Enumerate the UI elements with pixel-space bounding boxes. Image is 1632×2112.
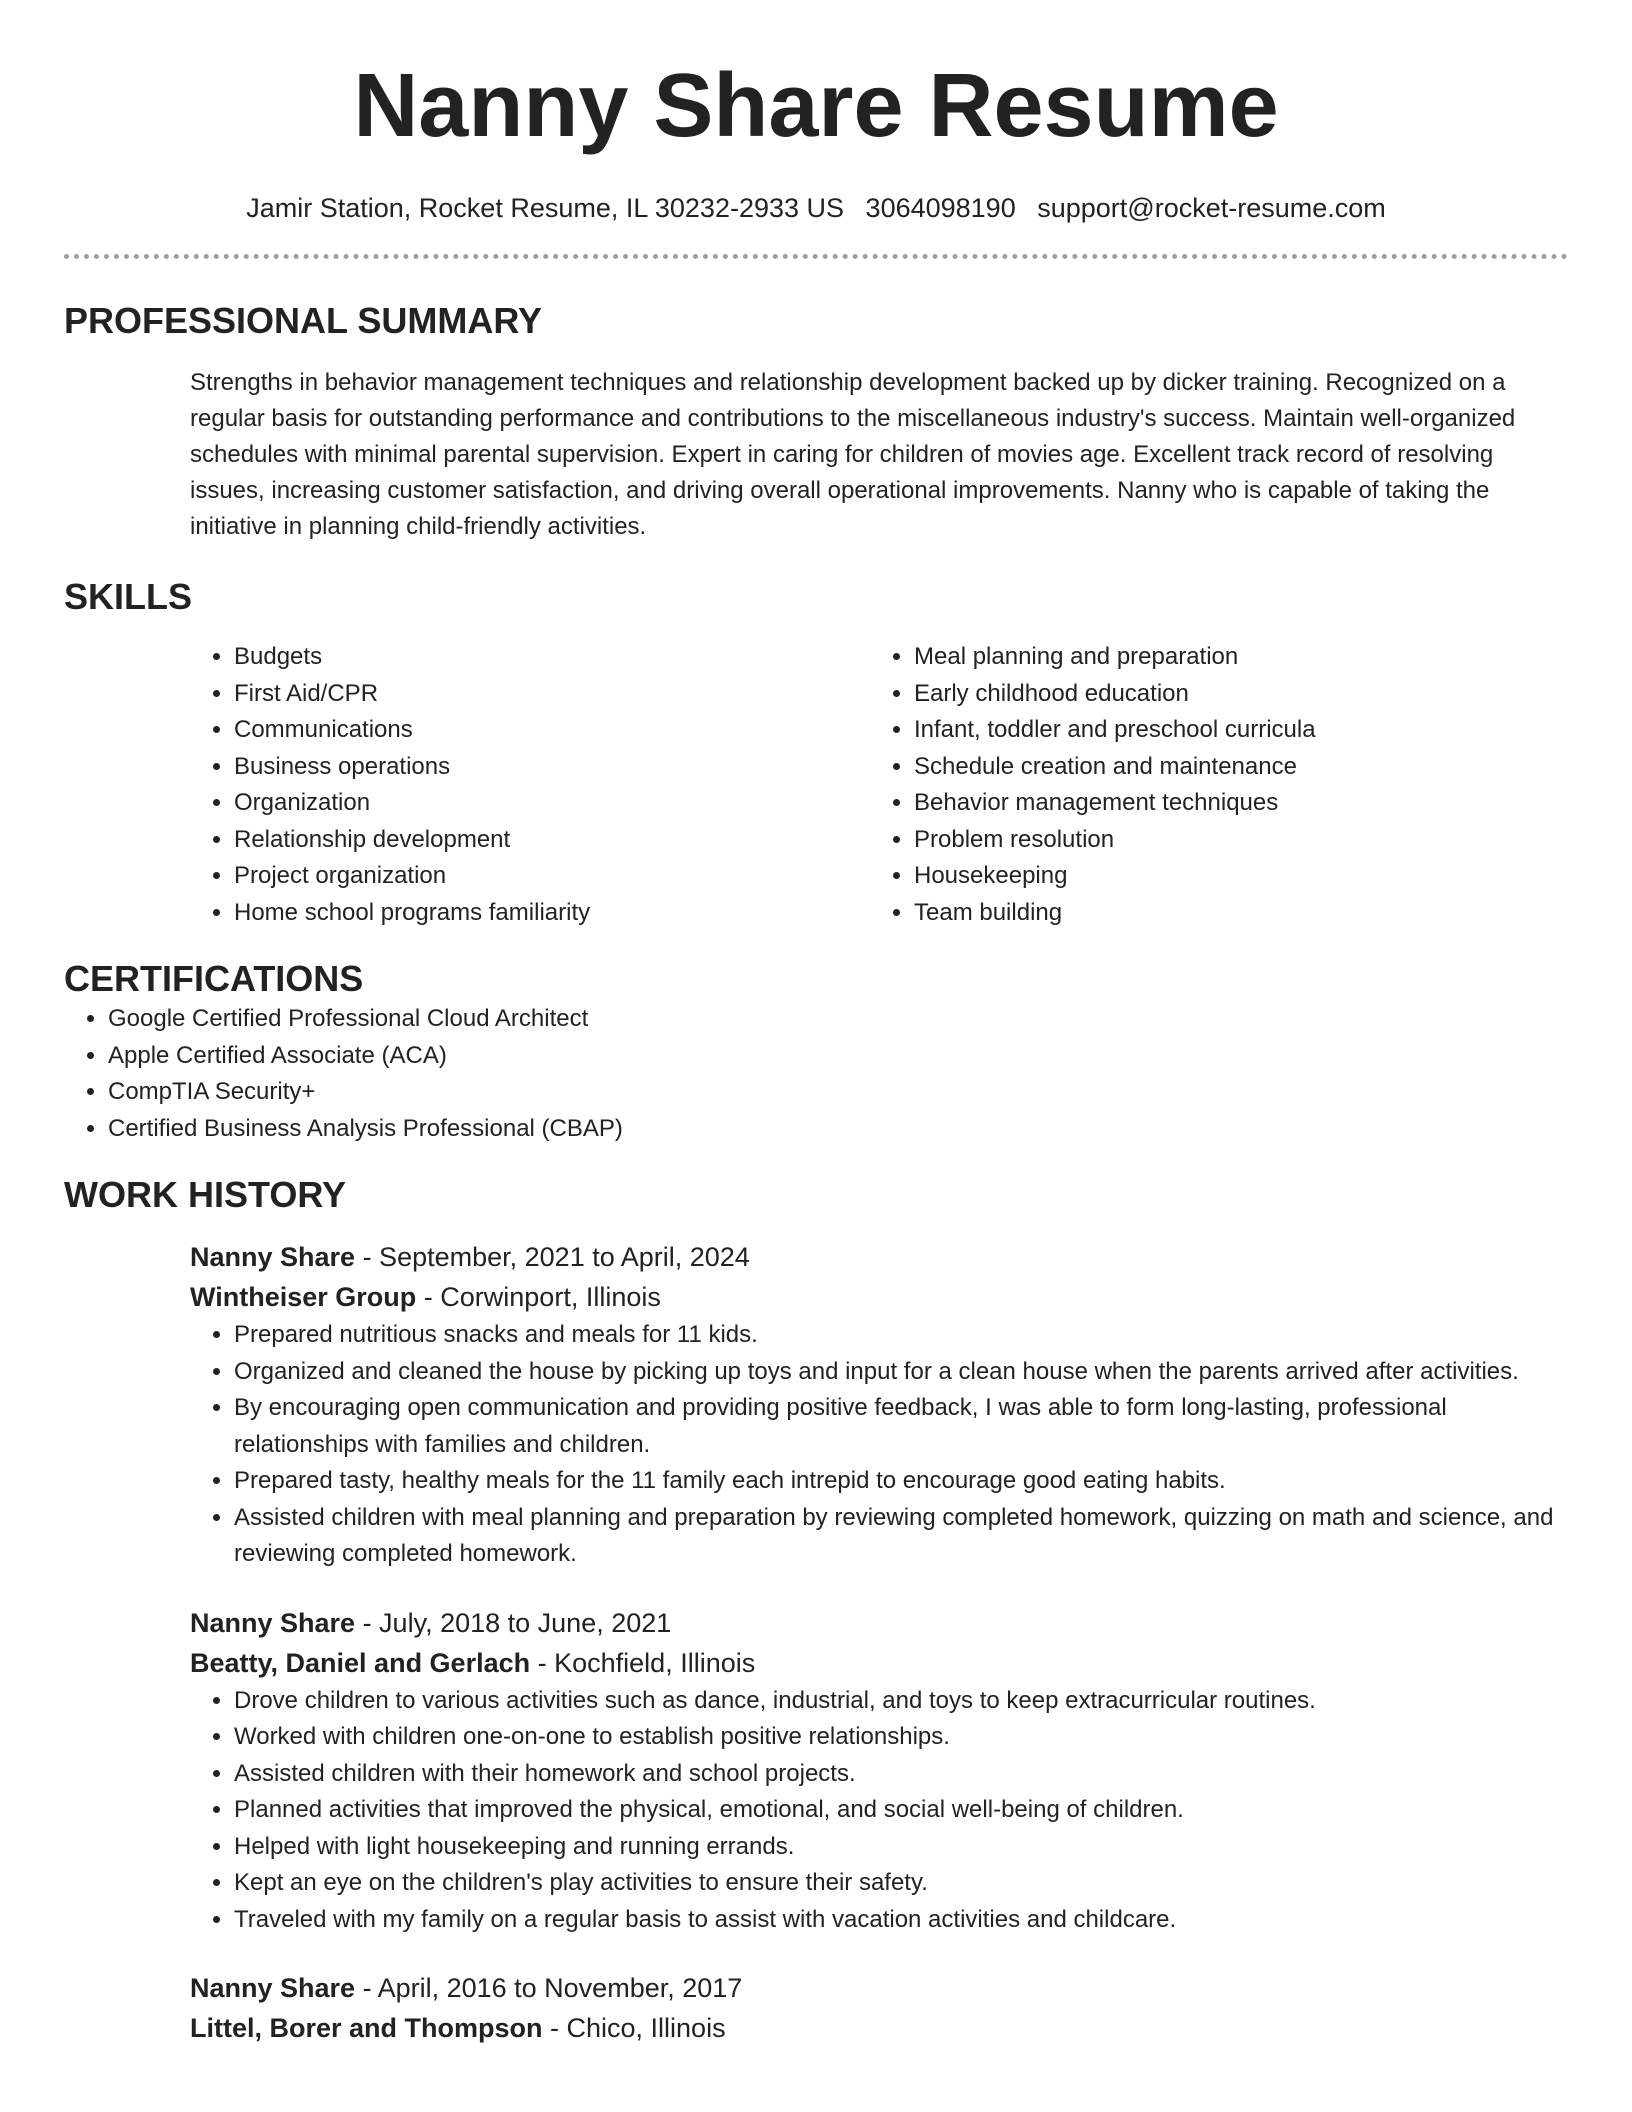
- skills-list-left: [190, 639, 870, 931]
- job-location: - Kochfield, Illinois: [530, 1647, 756, 1678]
- skill-item: • Business operations: [234, 749, 870, 786]
- job-duty: • Kept an eye on the children's play activities to ensure their safety.: [234, 1865, 1568, 1902]
- contact-address: Jamir Station, Rocket Resume, IL 30232-2933 US: [246, 193, 845, 223]
- job-role: Nanny Share: [190, 1242, 356, 1272]
- contact-line: [64, 190, 1568, 226]
- summary-heading: PROFESSIONAL SUMMARY: [64, 300, 543, 341]
- job-duty: • By encouraging open communication and providing positive feedback, I was able to form long-lasting, professional relationships with families and children.: [234, 1390, 1568, 1463]
- header-divider: [64, 254, 1568, 259]
- job-duty: • Planned activities that improved the physical, emotional, and social well-being of children.: [234, 1792, 1568, 1829]
- skills-columns: [190, 639, 1568, 931]
- skill-item: • Problem resolution: [914, 822, 1550, 859]
- job-duties-list: [190, 1683, 1568, 1939]
- skill-item: • Communications: [234, 712, 870, 749]
- skill-item: • Schedule creation and maintenance: [914, 749, 1550, 786]
- contact-phone: 3064098190: [865, 193, 1016, 223]
- skill-item: • Home school programs familiarity: [234, 895, 870, 932]
- job-duty: • Organized and cleaned the house by picking up toys and input for a clean house when the parents arrived after activities.: [234, 1354, 1568, 1391]
- summary-text: Strengths in behavior management techniques and relationship development backed up by dicker training. Recognized on a regular basis for outstanding performance and contributions to the miscellaneous industry's success. Maintain well-organized schedules with minimal parental supervision. Expert in caring for children of movies age. Excellent track record of resolving issues, increasing customer satisfaction, and driving overall operational improvements. Nanny who is capable of taking the initiative in planning child-friendly activities.: [190, 369, 1516, 540]
- job-location: - Corwinport, Illinois: [416, 1282, 661, 1312]
- skill-item: • Relationship development: [234, 822, 870, 859]
- job-duty: • Prepared tasty, healthy meals for the 11 family each intrepid to encourage good eating habits.: [234, 1463, 1568, 1500]
- certifications-list: [64, 1001, 1568, 1147]
- job-duty: • Assisted children with their homework and school projects.: [234, 1756, 1568, 1793]
- skill-item: • Team building: [914, 895, 1550, 932]
- skill-item: • Project organization: [234, 858, 870, 895]
- job-entry: [190, 1603, 1568, 1939]
- skills-heading: SKILLS: [64, 576, 193, 617]
- skill-item: • Housekeeping: [914, 858, 1550, 895]
- job-employer-line: [190, 1277, 1568, 1317]
- job-duty: • Helped with light housekeeping and running errands.: [234, 1829, 1568, 1866]
- job-employer: Beatty, Daniel and Gerlach: [190, 1647, 531, 1678]
- resume-title: Nanny Share Resume: [353, 56, 1279, 156]
- job-duty: • Traveled with my family on a regular basis to assist with vacation activities and childcare.: [234, 1902, 1568, 1939]
- job-employer: Littel, Borer and Thompson: [190, 2013, 543, 2043]
- certification-item: • Certified Business Analysis Professional (CBAP): [108, 1111, 1568, 1148]
- certifications-heading: CERTIFICATIONS: [64, 958, 364, 999]
- skill-item: • Behavior management techniques: [914, 785, 1550, 822]
- work-history-heading: WORK HISTORY: [64, 1174, 347, 1215]
- skill-item: • Organization: [234, 785, 870, 822]
- job-title-line: [190, 1237, 1568, 1277]
- job-location: - Chico, Illinois: [542, 2013, 726, 2043]
- job-duty: • Worked with children one-on-one to establish positive relationships.: [234, 1719, 1568, 1756]
- job-duty: • Drove children to various activities such as dance, industrial, and toys to keep extracurricular routines.: [234, 1683, 1568, 1720]
- contact-email: support@rocket-resume.com: [1037, 193, 1386, 223]
- job-dates: - July, 2018 to June, 2021: [355, 1607, 672, 1638]
- job-dates: - April, 2016 to November, 2017: [355, 1973, 743, 2003]
- job-employer: Wintheiser Group: [190, 1282, 417, 1312]
- certification-item: • Apple Certified Associate (ACA): [108, 1038, 1568, 1075]
- job-title-line: [190, 1603, 1568, 1643]
- skill-item: • Infant, toddler and preschool curricula: [914, 712, 1550, 749]
- job-role: Nanny Share: [190, 1607, 356, 1638]
- skills-list-right: [870, 639, 1550, 931]
- job-duty: • Assisted children with meal planning and preparation by reviewing completed homework, quizzing on math and science, and reviewing completed homework.: [234, 1500, 1568, 1573]
- skill-item: • Early childhood education: [914, 676, 1550, 713]
- certification-item: • CompTIA Security+: [108, 1074, 1568, 1111]
- job-employer-line: [190, 2008, 1568, 2048]
- job-employer-line: [190, 1643, 1568, 1683]
- job-dates: - September, 2021 to April, 2024: [355, 1242, 750, 1272]
- job-entry: [190, 1968, 1568, 2048]
- job-entry: [190, 1237, 1568, 1573]
- job-title-line: [190, 1968, 1568, 2008]
- job-role: Nanny Share: [190, 1973, 356, 2003]
- skill-item: • Budgets: [234, 639, 870, 676]
- skill-item: • Meal planning and preparation: [914, 639, 1550, 676]
- job-duties-list: [190, 1317, 1568, 1573]
- skill-item: • First Aid/CPR: [234, 676, 870, 713]
- certification-item: • Google Certified Professional Cloud Architect: [108, 1001, 1568, 1038]
- job-duty: • Prepared nutritious snacks and meals for 11 kids.: [234, 1317, 1568, 1354]
